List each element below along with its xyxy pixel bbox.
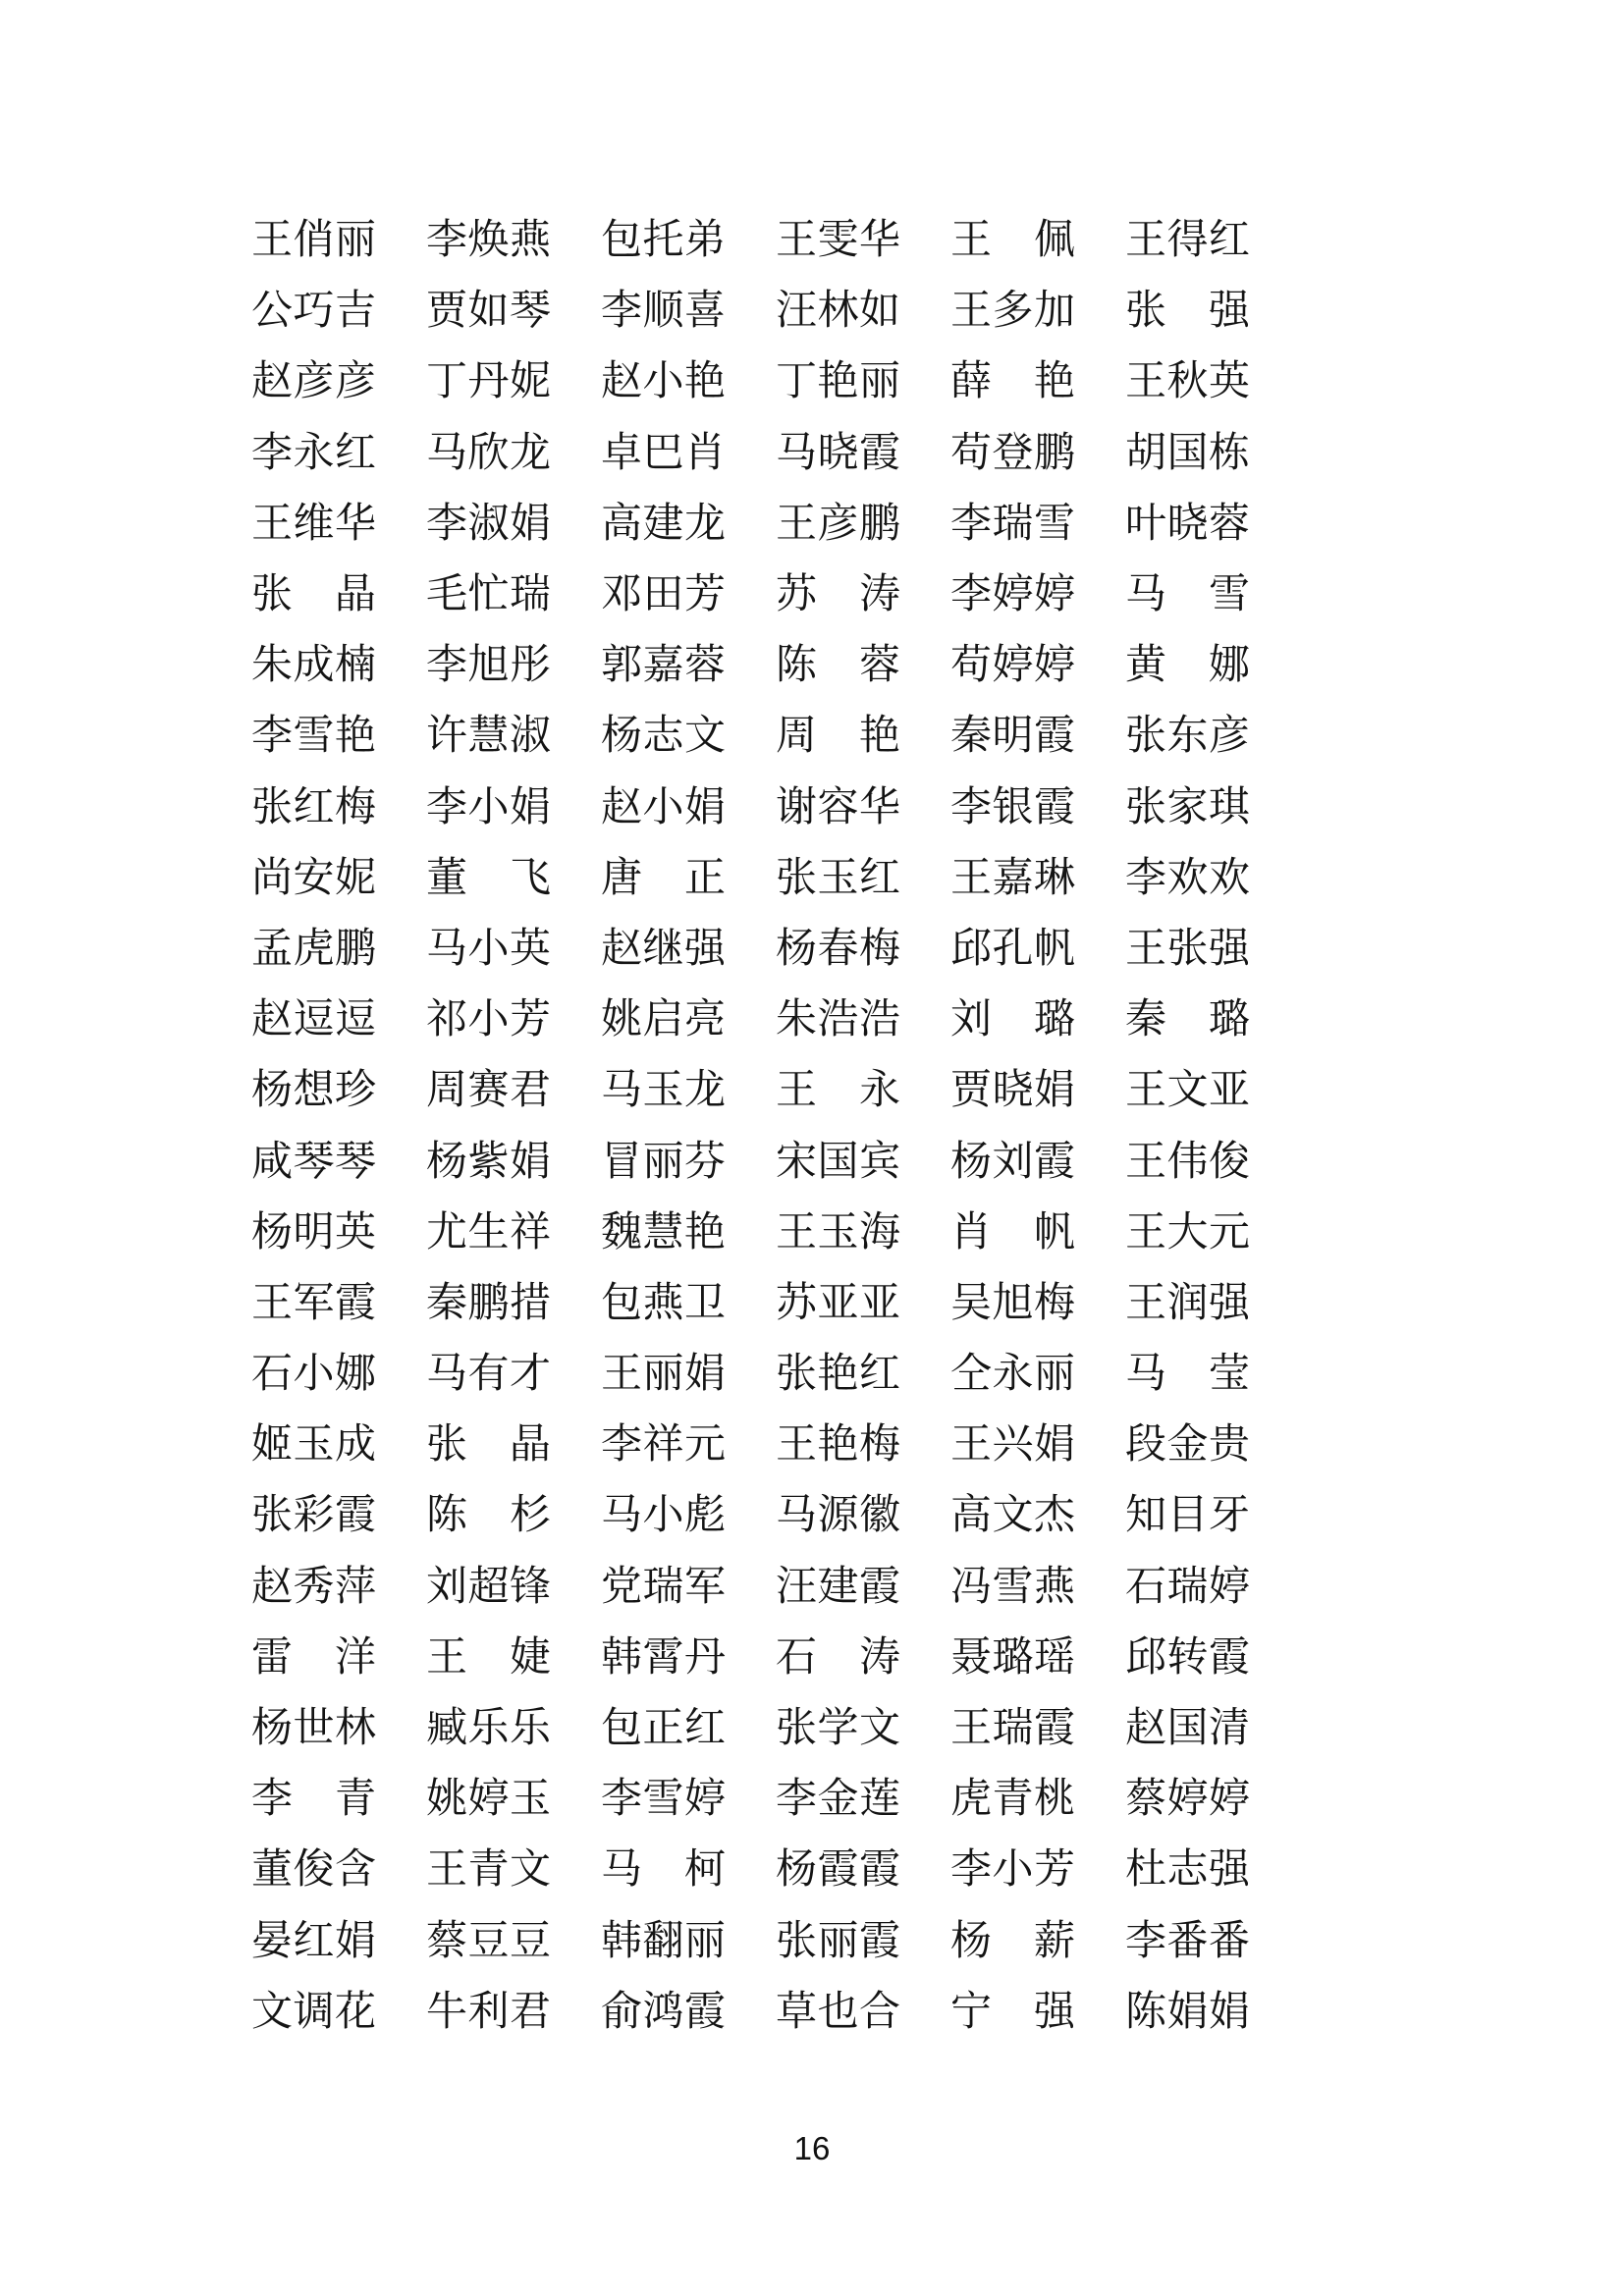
name-cell: 王大元 — [1125, 1209, 1250, 1255]
name-cell: 张红梅 — [251, 784, 376, 830]
name-cell: 王丽娟 — [601, 1352, 726, 1398]
name-cell: 张丽霞 — [776, 1918, 900, 1964]
name-cell: 尤生祥 — [426, 1209, 551, 1255]
name-cell: 王嘉琳 — [950, 855, 1075, 901]
name-cell: 邱转霞 — [1125, 1634, 1250, 1681]
name-cell: 苟登鹏 — [950, 430, 1075, 476]
name-cell: 马 柯 — [601, 1847, 726, 1894]
name-cell: 王玉海 — [776, 1209, 900, 1255]
name-cell: 李雪婷 — [601, 1777, 726, 1823]
name-cell: 张玉红 — [776, 855, 900, 901]
name-cell: 王俏丽 — [251, 218, 376, 264]
name-cell: 朱成楠 — [251, 643, 376, 689]
name-cell: 蔡婷婷 — [1125, 1777, 1250, 1823]
name-cell: 俞鸿霞 — [601, 1989, 726, 2035]
name-cell: 赵小艳 — [601, 359, 726, 405]
name-cell: 杨春梅 — [776, 926, 900, 972]
roster-row — [251, 1693, 1250, 1764]
name-cell: 文调花 — [251, 1989, 376, 2035]
name-cell: 祁小芳 — [426, 997, 551, 1043]
name-cell: 李顺喜 — [601, 289, 726, 335]
name-cell: 赵继强 — [601, 926, 726, 972]
name-cell: 王军霞 — [251, 1280, 376, 1326]
name-cell: 张 晶 — [251, 572, 376, 618]
name-cell: 李 青 — [251, 1777, 376, 1823]
name-cell: 唐 正 — [601, 855, 726, 901]
name-cell: 石 涛 — [776, 1634, 900, 1681]
name-cell: 臧乐乐 — [426, 1706, 551, 1752]
roster-row — [251, 347, 1250, 417]
name-cell: 张家琪 — [1125, 784, 1250, 830]
name-cell: 刘 璐 — [950, 997, 1075, 1043]
name-cell: 李小娟 — [426, 784, 551, 830]
name-cell: 韩翻丽 — [601, 1918, 726, 1964]
name-cell: 张学文 — [776, 1706, 900, 1752]
roster-row — [251, 1410, 1250, 1480]
name-cell: 赵国清 — [1125, 1706, 1250, 1752]
name-cell: 蔡豆豆 — [426, 1918, 551, 1964]
name-cell: 秦鹏措 — [426, 1280, 551, 1326]
name-cell: 王瑞霞 — [950, 1706, 1075, 1752]
name-cell: 赵彦彦 — [251, 359, 376, 405]
name-cell: 冒丽芬 — [601, 1139, 726, 1185]
roster-row — [251, 418, 1250, 489]
name-cell: 赵秀萍 — [251, 1564, 376, 1610]
name-cell: 李永红 — [251, 430, 376, 476]
name-cell: 马小彪 — [601, 1493, 726, 1539]
name-cell: 苏 涛 — [776, 572, 900, 618]
name-cell: 李焕燕 — [426, 218, 551, 264]
name-cell: 郭嘉蓉 — [601, 643, 726, 689]
name-cell: 黄 娜 — [1125, 643, 1250, 689]
roster-row — [251, 630, 1250, 701]
name-cell: 张彩霞 — [251, 1493, 376, 1539]
roster-row — [251, 1623, 1250, 1693]
name-cell: 赵逗逗 — [251, 997, 376, 1043]
name-cell: 李婷婷 — [950, 572, 1075, 618]
name-cell: 王 婕 — [426, 1634, 551, 1681]
name-cell: 冯雪燕 — [950, 1564, 1075, 1610]
name-cell: 王 永 — [776, 1068, 900, 1114]
name-cell: 王 佩 — [950, 218, 1075, 264]
name-cell: 咸琴琴 — [251, 1139, 376, 1185]
name-cell: 雷 洋 — [251, 1634, 376, 1681]
name-cell: 姚启亮 — [601, 997, 726, 1043]
roster-row — [251, 1906, 1250, 1977]
name-cell: 王得红 — [1125, 218, 1250, 264]
name-cell: 姚婷玉 — [426, 1777, 551, 1823]
name-cell: 包托弟 — [601, 218, 726, 264]
name-cell: 谢容华 — [776, 784, 900, 830]
name-cell: 肖 帆 — [950, 1209, 1075, 1255]
name-cell: 段金贵 — [1125, 1422, 1250, 1468]
name-cell: 杨明英 — [251, 1209, 376, 1255]
roster-row — [251, 1835, 1250, 1905]
name-cell: 杨志文 — [601, 714, 726, 760]
name-cell: 许慧淑 — [426, 714, 551, 760]
name-cell: 王文亚 — [1125, 1068, 1250, 1114]
roster-row — [251, 985, 1250, 1055]
name-cell: 王兴娟 — [950, 1422, 1075, 1468]
name-cell: 秦 璐 — [1125, 997, 1250, 1043]
name-cell: 王彦鹏 — [776, 501, 900, 547]
name-cell: 宁 强 — [950, 1989, 1075, 2035]
name-cell: 石小娜 — [251, 1352, 376, 1398]
name-cell: 李银霞 — [950, 784, 1075, 830]
roster-row — [251, 1977, 1250, 2048]
name-cell: 张 强 — [1125, 289, 1250, 335]
name-cell: 毛忙瑞 — [426, 572, 551, 618]
name-cell: 贾晓娟 — [950, 1068, 1075, 1114]
name-cell: 晏红娟 — [251, 1918, 376, 1964]
name-cell: 丁丹妮 — [426, 359, 551, 405]
name-cell: 汪建霞 — [776, 1564, 900, 1610]
name-cell: 魏慧艳 — [601, 1209, 726, 1255]
name-cell: 周赛君 — [426, 1068, 551, 1114]
name-cell: 聂璐瑶 — [950, 1634, 1075, 1681]
name-cell: 包正红 — [601, 1706, 726, 1752]
name-cell: 胡国栋 — [1125, 430, 1250, 476]
name-cell: 杨 薪 — [950, 1918, 1075, 1964]
name-cell: 杨紫娟 — [426, 1139, 551, 1185]
name-cell: 李雪艳 — [251, 714, 376, 760]
name-roster — [251, 205, 1250, 2048]
roster-row — [251, 276, 1250, 347]
name-cell: 邱孔帆 — [950, 926, 1075, 972]
name-cell: 朱浩浩 — [776, 997, 900, 1043]
roster-row — [251, 1198, 1250, 1268]
name-cell: 杨刘霞 — [950, 1139, 1075, 1185]
name-cell: 李淑娟 — [426, 501, 551, 547]
name-cell: 李金莲 — [776, 1777, 900, 1823]
name-cell: 张东彦 — [1125, 714, 1250, 760]
name-cell: 高文杰 — [950, 1493, 1075, 1539]
name-cell: 姬玉成 — [251, 1422, 376, 1468]
page-number: 16 — [793, 2130, 831, 2166]
name-cell: 李小芳 — [950, 1847, 1075, 1894]
name-cell: 董俊含 — [251, 1847, 376, 1894]
name-cell: 杨世林 — [251, 1706, 376, 1752]
name-cell: 王伟俊 — [1125, 1139, 1250, 1185]
name-cell: 马有才 — [426, 1352, 551, 1398]
name-cell: 高建龙 — [601, 501, 726, 547]
name-cell: 王维华 — [251, 501, 376, 547]
name-cell: 张艳红 — [776, 1352, 900, 1398]
name-cell: 王秋英 — [1125, 359, 1250, 405]
name-cell: 吴旭梅 — [950, 1280, 1075, 1326]
name-cell: 苏亚亚 — [776, 1280, 900, 1326]
roster-row — [251, 1764, 1250, 1835]
name-cell: 王多加 — [950, 289, 1075, 335]
name-cell: 陈 杉 — [426, 1493, 551, 1539]
name-cell: 宋国宾 — [776, 1139, 900, 1185]
name-cell: 秦明霞 — [950, 714, 1075, 760]
roster-row — [251, 701, 1250, 772]
name-cell: 马 莹 — [1125, 1352, 1250, 1398]
name-cell: 韩霄丹 — [601, 1634, 726, 1681]
name-cell: 苟婷婷 — [950, 643, 1075, 689]
name-cell: 陈娟娟 — [1125, 1989, 1250, 2035]
roster-row — [251, 1055, 1250, 1126]
name-cell: 邓田芳 — [601, 572, 726, 618]
name-cell: 卓巴肖 — [601, 430, 726, 476]
name-cell: 马源徽 — [776, 1493, 900, 1539]
name-cell: 公巧吉 — [251, 289, 376, 335]
roster-row — [251, 489, 1250, 560]
name-cell: 汪林如 — [776, 289, 900, 335]
name-cell: 牛利君 — [426, 1989, 551, 2035]
name-cell: 李欢欢 — [1125, 855, 1250, 901]
name-cell: 杜志强 — [1125, 1847, 1250, 1894]
name-cell: 马 雪 — [1125, 572, 1250, 618]
name-cell: 马玉龙 — [601, 1068, 726, 1114]
roster-row — [251, 1339, 1250, 1410]
name-cell: 薛 艳 — [950, 359, 1075, 405]
roster-row — [251, 1480, 1250, 1551]
name-cell: 党瑞军 — [601, 1564, 726, 1610]
name-cell: 知目牙 — [1125, 1493, 1250, 1539]
name-cell: 王雯华 — [776, 218, 900, 264]
roster-row — [251, 205, 1250, 276]
name-cell: 李祥元 — [601, 1422, 726, 1468]
name-cell: 王艳梅 — [776, 1422, 900, 1468]
name-cell: 王润强 — [1125, 1280, 1250, 1326]
name-cell: 李旭彤 — [426, 643, 551, 689]
name-cell: 丁艳丽 — [776, 359, 900, 405]
name-cell: 虎青桃 — [950, 1777, 1075, 1823]
name-cell: 包燕卫 — [601, 1280, 726, 1326]
roster-row — [251, 1552, 1250, 1623]
roster-row — [251, 773, 1250, 843]
name-cell: 仝永丽 — [950, 1352, 1075, 1398]
name-cell: 周 艳 — [776, 714, 900, 760]
name-cell: 草也合 — [776, 1989, 900, 2035]
name-cell: 赵小娟 — [601, 784, 726, 830]
name-cell: 马欣龙 — [426, 430, 551, 476]
name-cell: 杨霞霞 — [776, 1847, 900, 1894]
roster-row — [251, 1126, 1250, 1197]
name-cell: 陈 蓉 — [776, 643, 900, 689]
name-cell: 贾如琴 — [426, 289, 551, 335]
roster-row — [251, 560, 1250, 630]
name-cell: 刘超锋 — [426, 1564, 551, 1610]
name-cell: 马小英 — [426, 926, 551, 972]
roster-row — [251, 914, 1250, 985]
roster-row — [251, 843, 1250, 914]
name-cell: 张 晶 — [426, 1422, 551, 1468]
name-cell: 董 飞 — [426, 855, 551, 901]
name-cell: 杨想珍 — [251, 1068, 376, 1114]
name-cell: 李番番 — [1125, 1918, 1250, 1964]
name-cell: 王张强 — [1125, 926, 1250, 972]
name-cell: 叶晓蓉 — [1125, 501, 1250, 547]
name-cell: 王青文 — [426, 1847, 551, 1894]
name-cell: 马晓霞 — [776, 430, 900, 476]
name-cell: 石瑞婷 — [1125, 1564, 1250, 1610]
roster-row — [251, 1268, 1250, 1339]
name-cell: 孟虎鹏 — [251, 926, 376, 972]
name-cell: 尚安妮 — [251, 855, 376, 901]
name-cell: 李瑞雪 — [950, 501, 1075, 547]
